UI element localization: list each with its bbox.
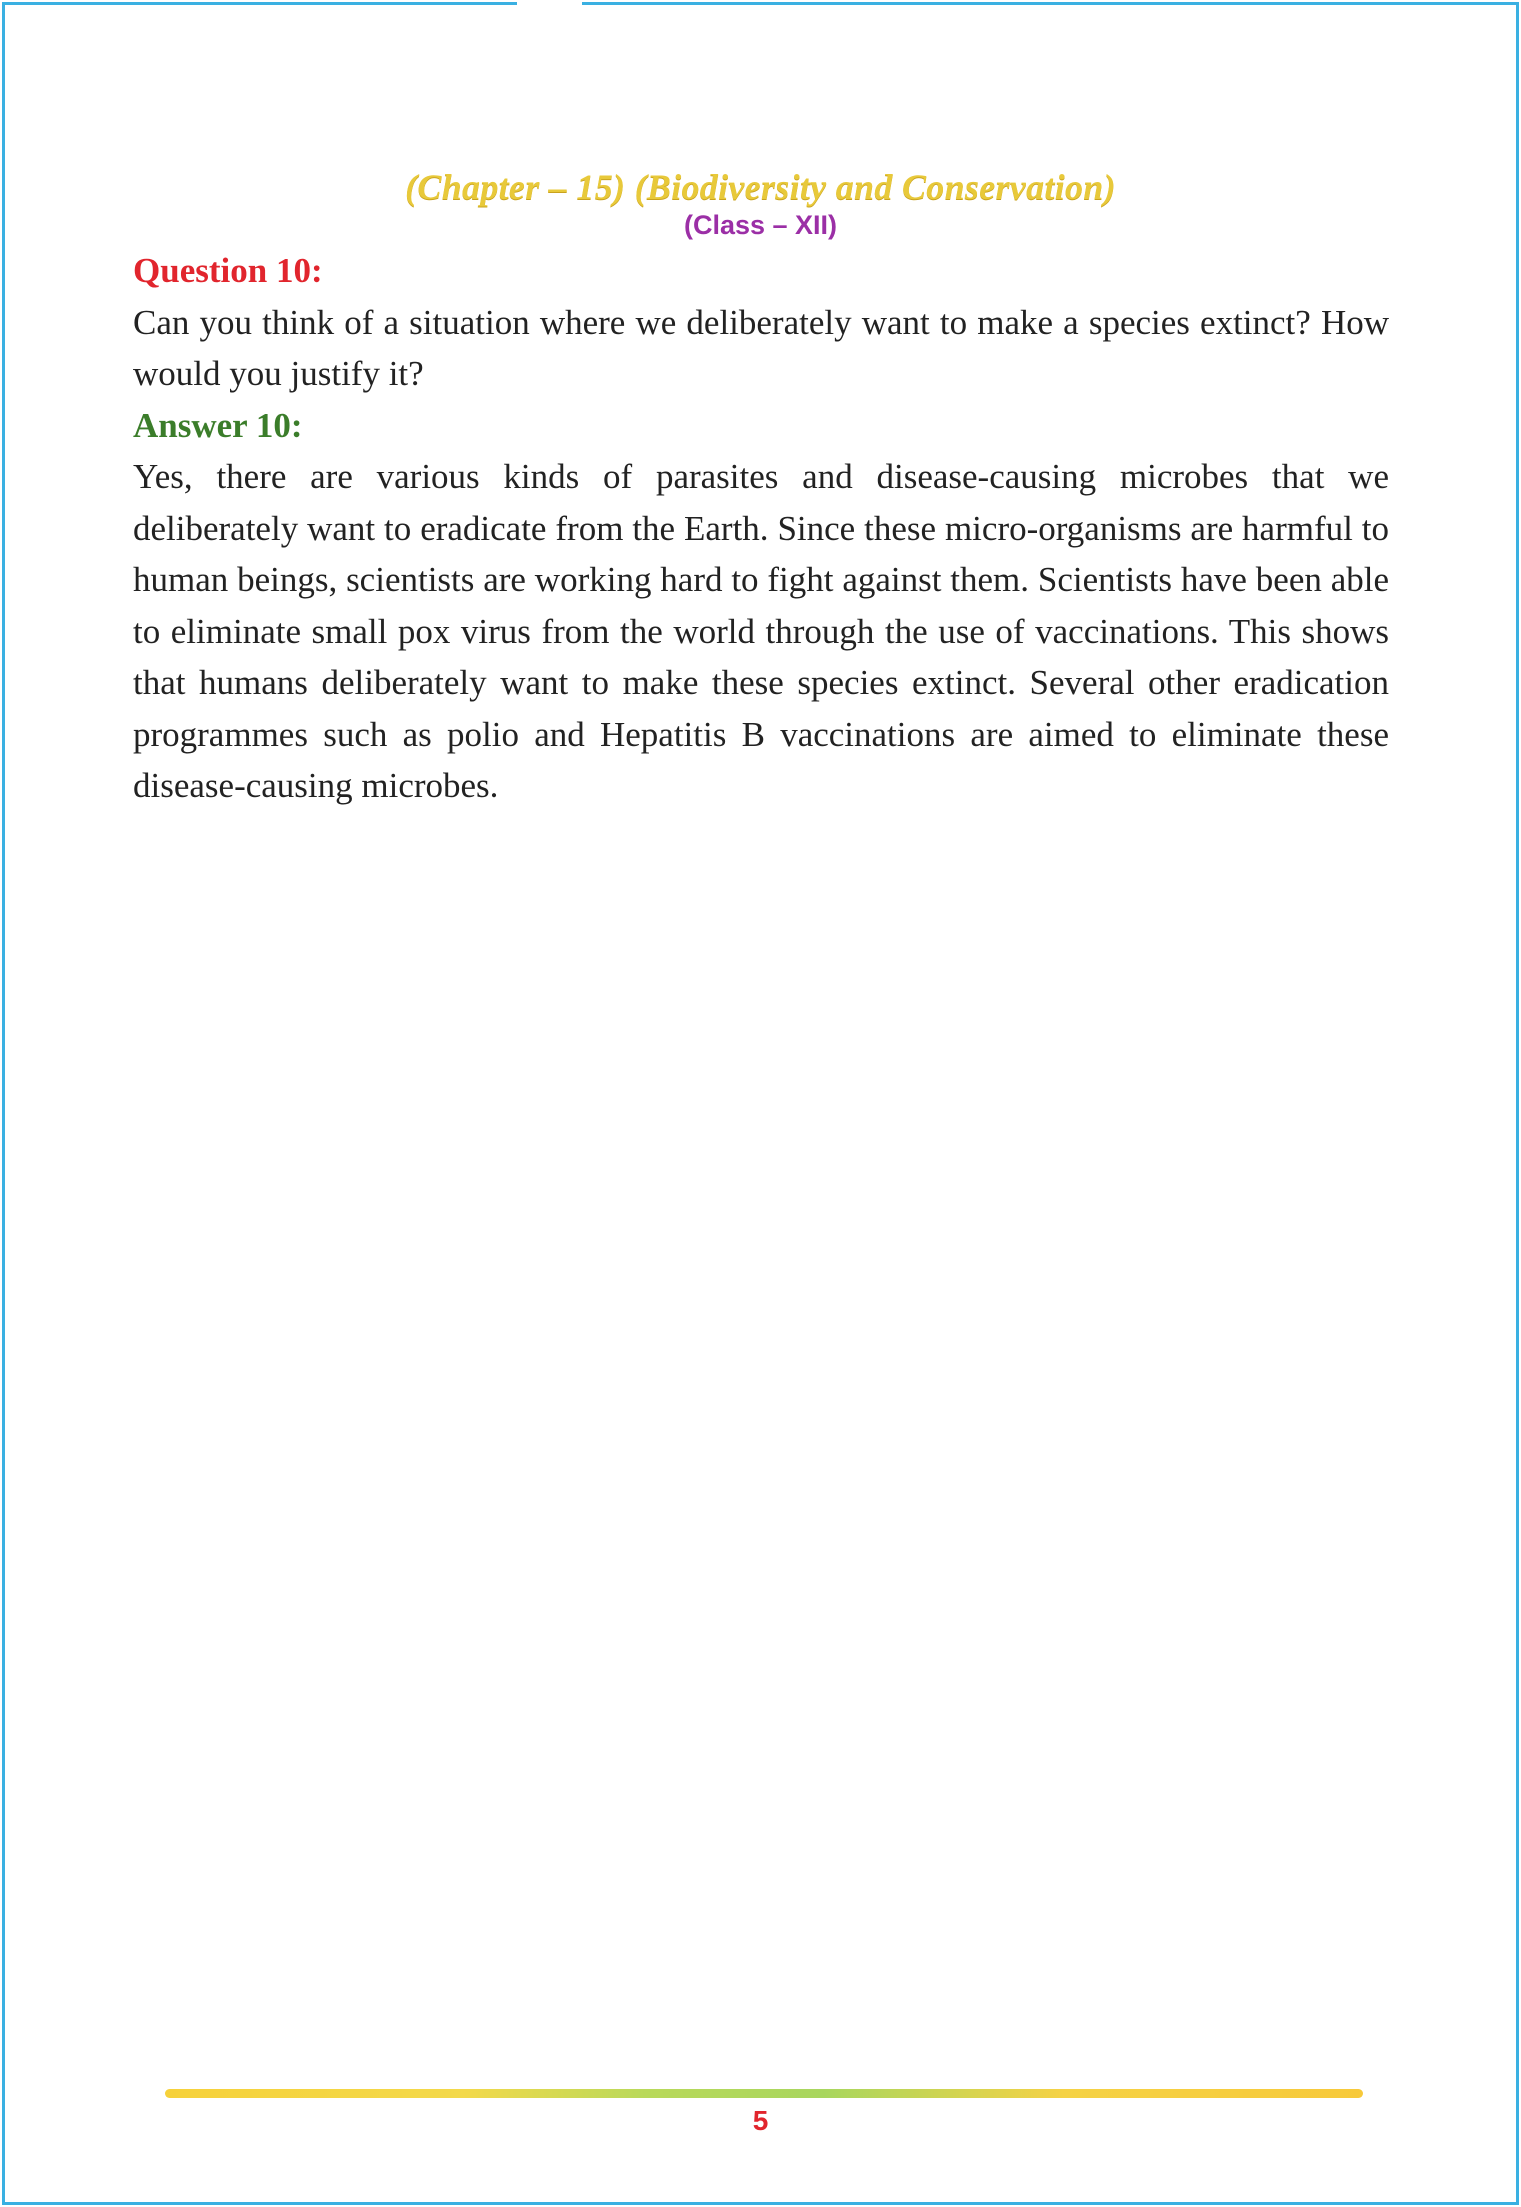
main-content bbox=[133, 245, 1389, 812]
border-gap bbox=[517, 0, 582, 8]
chapter-title: (Chapter – 15) (Biodiversity and Conservation) bbox=[405, 167, 1116, 207]
answer-text: Yes, there are various kinds of parasites and disease-causing microbes that we deliberately want to eradicate from the Earth. Since these micro-organisms are harmful to human beings, scientists are working hard to fight against them. Scientists have been able to eliminate small pox virus from the world through the use of vaccinations. This shows that humans deliberately want to make these species extinct. Several other eradication programmes such as polio and Hepatitis B vaccinations are aimed to eliminate these disease-causing microbes. bbox=[133, 457, 1389, 805]
answer-heading: Answer 10: bbox=[133, 405, 303, 445]
class-label: (Class – XII) bbox=[683, 210, 838, 240]
footer-divider bbox=[165, 2089, 1363, 2098]
question-heading: Question 10: bbox=[133, 251, 323, 290]
question-text: Can you think of a situation where we deliberately want to make a species extinct? How would you justify it? bbox=[133, 302, 1389, 393]
page-number: 5 bbox=[752, 2105, 769, 2136]
